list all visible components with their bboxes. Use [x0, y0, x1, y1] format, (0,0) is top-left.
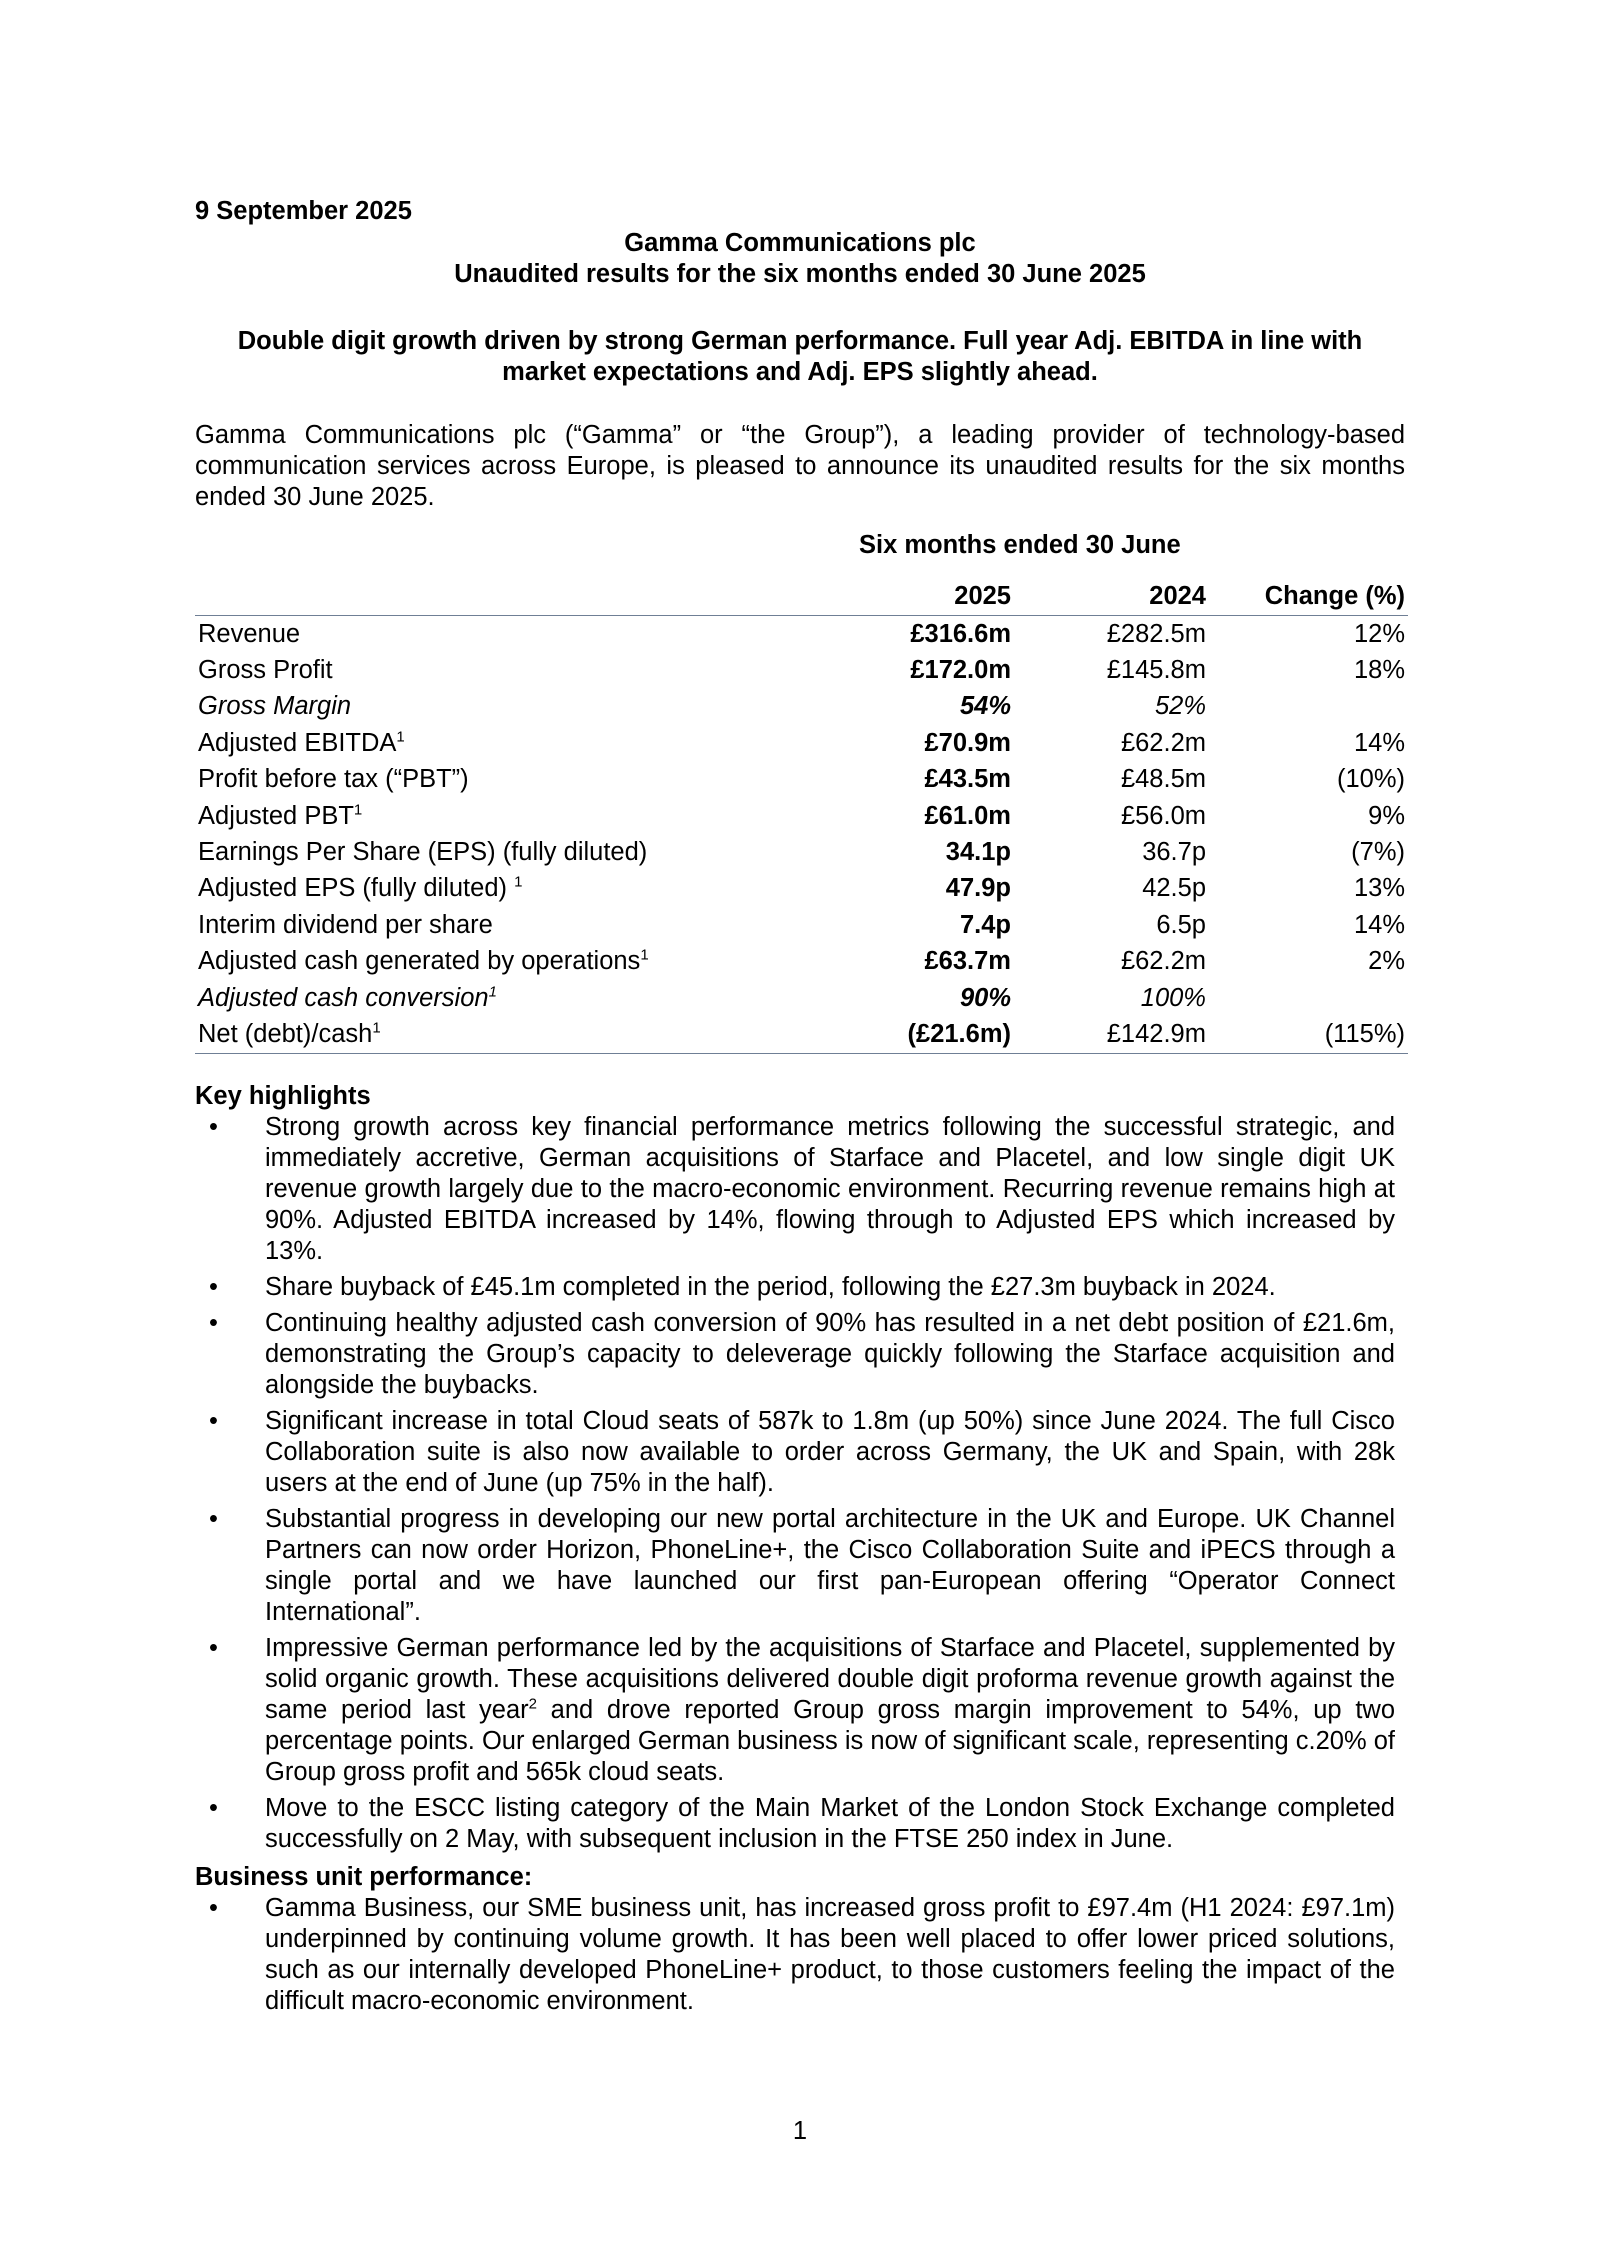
row-label [195, 689, 790, 725]
row-label [195, 798, 790, 834]
table-row [195, 689, 1408, 725]
value-2025: 54% [959, 692, 1011, 721]
bullet-glyph: • [209, 1113, 218, 1141]
headline-line-2: market expectations and Adj. EPS slightly ahead. [502, 358, 1098, 386]
report-title: Unaudited results for the six months ended 30 June 2025 [454, 260, 1146, 288]
bullet-glyph: • [209, 1309, 218, 1337]
value-2025: 90% [959, 983, 1011, 1012]
row-label-text: Earnings Per Share (EPS) (fully diluted) [198, 838, 648, 867]
row-label-text: Gross Profit [198, 656, 333, 685]
value-change: 2% [1368, 947, 1405, 976]
table-row [195, 1016, 1408, 1053]
table-caption: Six months ended 30 June [859, 531, 1181, 559]
list-item-text: and drove reported Group gross margin improvement to 54%, up two percentage points. Our enlarged German business is now of significant scale, representing c.20% of Group gross profit and 565k cloud seats. [265, 1696, 1395, 1786]
value-2025: (£21.6m) [790, 1016, 1014, 1053]
footnote-ref: 1 [372, 1019, 381, 1037]
table-row [195, 762, 1408, 798]
company-name: Gamma Communications plc [624, 229, 976, 257]
bullet-glyph: • [209, 1407, 218, 1435]
value-2024: £48.5m [1120, 765, 1206, 794]
list-item-text: Gamma Business, our SME business unit, has increased gross profit to £97.4m (H1 2024: £97.1m) underpinned by continuing volume growth. It has been well placed to offer lower priced solutions, such as our internally developed PhoneLine+ product, to those customers feeling the impact of the difficult macro-economic environment. [265, 1894, 1395, 2015]
value-2025: £63.7m [924, 947, 1011, 976]
list-item-text: Impressive German performance led by the acquisitions of Starface and Placetel, supplemented by solid organic growth. These acquisitions delivered double digit proforma revenue growth against the same period last year [265, 1634, 1395, 1724]
row-label [195, 1016, 790, 1053]
row-label [195, 616, 790, 653]
value-2024: 42.5p [1142, 874, 1206, 903]
value-change [1209, 689, 1408, 725]
value-change: 14% [1353, 728, 1405, 757]
table-row [195, 871, 1408, 907]
row-label-text: Adjusted cash generated by operations [198, 947, 641, 976]
table-row [195, 944, 1408, 980]
value-change: 13% [1353, 874, 1405, 903]
list-item-text: Share buyback of £45.1m completed in the period, following the £27.3m buyback in 2024. [265, 1273, 1276, 1301]
value-change: 14% [1353, 910, 1405, 939]
header-label-cell [195, 577, 790, 616]
value-2025: 47.9p [945, 874, 1011, 903]
row-label-text: Revenue [198, 619, 301, 648]
list-item [195, 1793, 1395, 1855]
key-highlights-list [195, 1112, 1395, 1860]
row-label-text: Profit before tax (“PBT”) [198, 765, 469, 794]
value-2025: £172.0m [910, 656, 1011, 685]
list-item [195, 1893, 1395, 2017]
headline-line-1: Double digit growth driven by strong German performance. Full year Adj. EBITDA in line with [237, 327, 1363, 355]
header-2024: 2024 [1014, 577, 1209, 616]
value-2024: 100% [1140, 983, 1206, 1012]
footnote-ref: 1 [353, 801, 363, 819]
row-label [195, 725, 790, 761]
page-number: 1 [792, 2117, 808, 2145]
value-change: (10%) [1336, 765, 1405, 794]
value-2024: £142.9m [1014, 1016, 1209, 1053]
value-2024: 36.7p [1142, 838, 1206, 867]
value-2024: £145.8m [1106, 656, 1206, 685]
value-change: 18% [1353, 656, 1405, 685]
table-header-row [195, 577, 1408, 616]
row-label [195, 652, 790, 688]
list-item [195, 1406, 1395, 1499]
row-label [195, 871, 790, 907]
header-2025: 2025 [790, 577, 1014, 616]
value-change: (7%) [1351, 838, 1405, 867]
list-item [195, 1308, 1395, 1401]
footnote-ref: 1 [396, 728, 405, 746]
list-item [195, 1272, 1395, 1303]
bullet-glyph: • [209, 1894, 218, 1922]
value-2024: 52% [1154, 692, 1206, 721]
list-item [195, 1633, 1395, 1788]
bullet-glyph: • [209, 1794, 218, 1822]
row-label-text: Adjusted cash conversion [198, 983, 489, 1012]
table-row [195, 652, 1408, 688]
row-label-text: Adjusted EPS (fully diluted) [198, 874, 515, 903]
list-item-text: Strong growth across key financial performance metrics following the successful strategic, and immediately accretive, German acquisitions of Starface and Placetel, and low single digit UK revenue growth largely due to the macro-economic environment. Recurring revenue remains high at 90%. Adjusted EBITDA increased by 14%, flowing through to Adjusted EPS which increased by 13%. [265, 1113, 1395, 1265]
bullet-glyph: • [209, 1505, 218, 1533]
value-2024: 6.5p [1156, 910, 1206, 939]
value-change: 12% [1353, 619, 1405, 648]
row-label-text: Adjusted PBT [198, 801, 354, 830]
row-label [195, 762, 790, 798]
value-2025: £70.9m [924, 728, 1011, 757]
value-2024: £62.2m [1120, 728, 1206, 757]
row-label-text: Gross Margin [198, 692, 352, 721]
row-label [195, 944, 790, 980]
value-2024: £282.5m [1106, 619, 1206, 648]
value-2025: £61.0m [924, 801, 1011, 830]
row-label-text: Net (debt)/cash [198, 1019, 373, 1048]
key-highlights-heading: Key highlights [195, 1082, 371, 1110]
row-label-text: Adjusted EBITDA [198, 728, 397, 757]
value-2024: £62.2m [1120, 947, 1206, 976]
table-row [195, 725, 1408, 761]
table-row [195, 798, 1408, 834]
table-row [195, 616, 1408, 653]
list-item [195, 1504, 1395, 1628]
release-date: 9 September 2025 [195, 197, 412, 225]
list-item [195, 1112, 1395, 1267]
footnote-ref: 2 [528, 1695, 537, 1713]
row-label-text: Interim dividend per share [198, 910, 493, 939]
bullet-glyph: • [209, 1634, 218, 1662]
financial-summary-table [195, 577, 1408, 1054]
value-2024: £56.0m [1120, 801, 1206, 830]
value-2025: £43.5m [924, 765, 1011, 794]
table-row [195, 834, 1408, 870]
footnote-ref: 1 [488, 983, 497, 1001]
business-unit-heading: Business unit performance: [195, 1863, 533, 1891]
footnote-ref: 1 [514, 873, 523, 891]
value-2025: 7.4p [959, 910, 1011, 939]
list-item-text: Substantial progress in developing our new portal architecture in the UK and Europe. UK Channel Partners can now order Horizon, PhoneLine+, the Cisco Collaboration Suite and iPECS through a single portal and we have launched our first pan-European offering “Operator Connect International”. [265, 1505, 1395, 1626]
value-change: 9% [1368, 801, 1405, 830]
value-2025: 34.1p [945, 838, 1011, 867]
intro-paragraph: Gamma Communications plc (“Gamma” or “the Group”), a leading provider of technology-based communication services across Europe, is pleased to announce its unaudited results for the six months ended 30 June 2025. [195, 421, 1405, 511]
list-item-text: Significant increase in total Cloud seats of 587k to 1.8m (up 50%) since June 2024. The full Cisco Collaboration suite is also now available to order across Germany, the UK and Spain, with 28k users at the end of June (up 75% in the half). [265, 1407, 1395, 1497]
value-change: (115%) [1209, 1016, 1408, 1053]
table-row [195, 980, 1408, 1016]
row-label [195, 907, 790, 943]
row-label [195, 980, 790, 1016]
header-change: Change (%) [1209, 577, 1408, 616]
business-unit-list [195, 1893, 1395, 2022]
value-change [1209, 980, 1408, 1016]
list-item-text: Continuing healthy adjusted cash conversion of 90% has resulted in a net debt position of £21.6m, demonstrating the Group’s capacity to deleverage quickly following the Starface acquisition and alongside the buybacks. [265, 1309, 1395, 1399]
list-item-text: Move to the ESCC listing category of the Main Market of the London Stock Exchange completed successfully on 2 May, with subsequent inclusion in the FTSE 250 index in June. [265, 1794, 1395, 1853]
table-row [195, 907, 1408, 943]
bullet-glyph: • [209, 1273, 218, 1301]
row-label [195, 834, 790, 870]
footnote-ref: 1 [640, 946, 649, 964]
value-2025: £316.6m [910, 619, 1011, 648]
